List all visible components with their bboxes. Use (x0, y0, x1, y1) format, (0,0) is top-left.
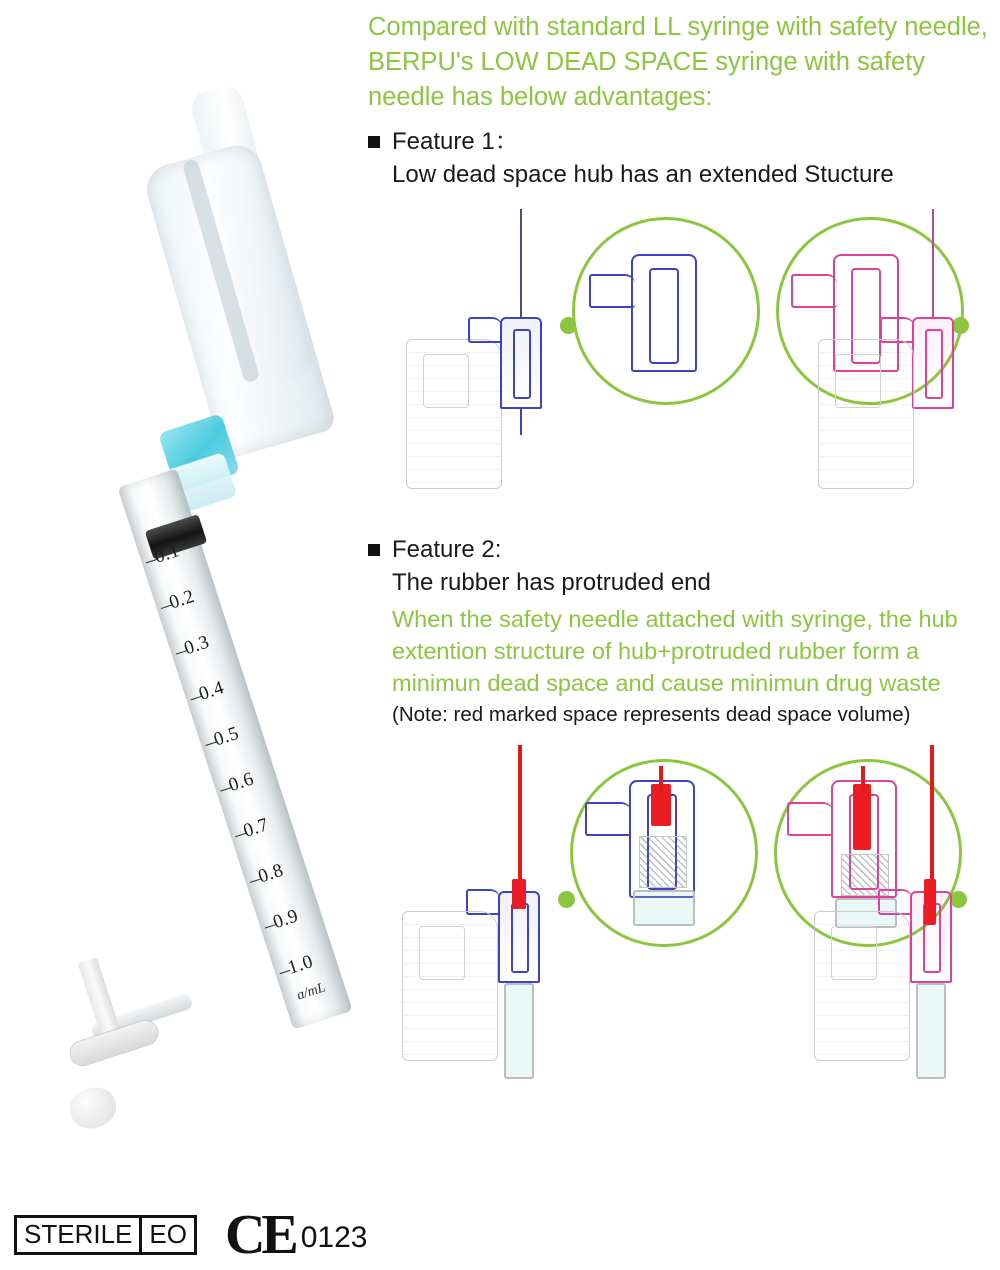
hub-shaft-left (520, 407, 522, 435)
scale-label: 0.8 (255, 859, 287, 888)
device-outline-left (406, 339, 502, 489)
callout-dot-right (952, 317, 969, 334)
callout-circle-left (570, 759, 758, 947)
device-outline-left (402, 911, 498, 1061)
needle-red-left (518, 745, 522, 895)
needle-red-right (930, 745, 934, 895)
diagram-hub-structure-comparison (372, 199, 992, 529)
hub-zoom-core (649, 268, 679, 364)
syringe-barrel-left (504, 983, 534, 1079)
device-outline-right (818, 339, 914, 489)
hub-inner-structure (925, 329, 943, 399)
syringe-assembly (30, 30, 350, 1160)
scale-unit-label: ɑ/mL (295, 980, 328, 1004)
scale-label: 0.6 (226, 768, 257, 797)
feature-2-description: When the safety needle attached with syringe, the hub extention structure of hub+protruded rubber form a minimun dead space and cause minimun drug waste (392, 606, 958, 696)
notified-body-number: 0123 (300, 1221, 368, 1254)
feature-1-subtext: Low dead space hub has an extended Stucture (392, 161, 894, 188)
product-photo (0, 0, 360, 1270)
needle-red-zoom-left (659, 766, 663, 792)
feature-2-block (368, 533, 994, 729)
sterilization-method: EO (149, 1218, 187, 1249)
scale-label: 0.3 (181, 631, 213, 660)
sterile-symbol (14, 1215, 197, 1255)
feature-1-block (368, 125, 994, 191)
scale-label: 0.5 (211, 722, 242, 751)
square-bullet-icon (368, 136, 380, 148)
feature-2-heading-row (368, 533, 994, 566)
needle-red-zoom-right (861, 766, 865, 792)
needle-right (932, 209, 934, 317)
regulatory-marks (14, 1204, 368, 1266)
graduation-scale (118, 468, 353, 1029)
square-bullet-icon (368, 544, 380, 556)
ce-mark-glyph: CE (224, 1204, 295, 1266)
syringe-barrel-right (916, 983, 946, 1079)
scale-label: 0.4 (196, 677, 227, 705)
device-outline-right (814, 911, 910, 1061)
hub-inner-structure (511, 903, 529, 973)
callout-dot-left (558, 891, 575, 908)
ce-symbol (224, 1204, 368, 1266)
callout-dot-right (950, 891, 967, 908)
dead-space-marker-left (512, 879, 526, 909)
barrel-zoom-left (633, 890, 695, 926)
hub-inner-structure (513, 329, 531, 399)
lever-zoom-left (585, 802, 631, 836)
feature-1-heading-row (368, 125, 994, 158)
hub-standard-right (912, 317, 954, 409)
scale-label: 1.0 (285, 950, 316, 979)
hub-zoom-lever (589, 274, 635, 308)
rubber-stopper-hatch (639, 836, 687, 888)
hub-zoom-low-dead-space (631, 254, 697, 372)
hub-low-dead-space-left (500, 317, 542, 409)
plunger-thumb-pad (65, 1082, 121, 1134)
scale-label: 0.7 (240, 814, 272, 842)
content-column (368, 0, 1000, 1270)
hub-zoom-lever (791, 274, 837, 308)
diagram-dead-space-comparison (372, 739, 992, 1079)
safety-lever-left (468, 317, 502, 343)
safety-shield (141, 140, 337, 461)
dead-space-zoom-right (853, 784, 871, 850)
lever-zoom-right (787, 802, 833, 836)
needle-left (520, 209, 522, 317)
feature-2-heading: Feature 2: (392, 536, 502, 563)
feature-2-note: (Note: red marked space represents dead space volume) (392, 703, 911, 726)
callout-circle-left (572, 217, 760, 405)
sterile-label: STERILE (24, 1218, 133, 1249)
scale-label: 0.1 (151, 540, 183, 568)
intro-paragraph: Compared with standard LL syringe with safety needle, BERPU's LOW DEAD SPACE syringe with safety needle has below advantages: (368, 13, 988, 111)
scale-label: 0.2 (166, 585, 198, 614)
feature-2-subtext: The rubber has protruded end (392, 569, 711, 596)
dead-space-marker-right (924, 879, 936, 925)
feature-1-heading: Feature 1： (392, 128, 519, 155)
scale-label: 0.9 (270, 905, 302, 934)
